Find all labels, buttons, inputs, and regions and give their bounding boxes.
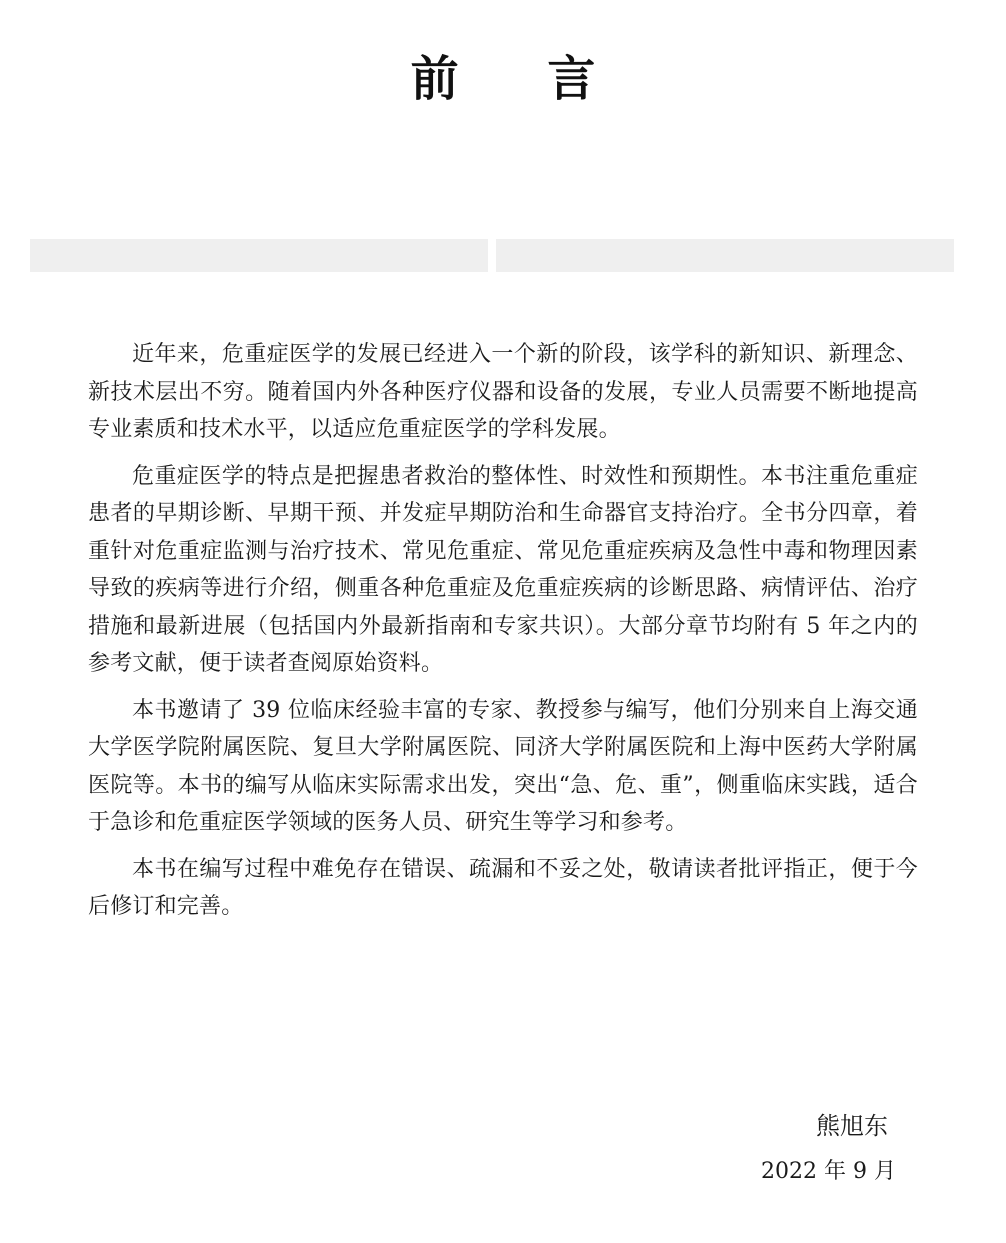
- page-title: 前 言: [410, 51, 632, 107]
- paragraph-1: 近年来，危重症医学的发展已经进入一个新的阶段，该学科的新知识、新理念、新技术层出不穷。随着国内外各种医疗仪器和设备的发展，专业人员需要不断地提高专业素质和技术水平，以适应危重症医学的学科发展。: [88, 342, 918, 442]
- preface-body: [88, 336, 918, 935]
- decorative-band-left: [30, 239, 488, 272]
- decorative-band: [30, 239, 954, 272]
- author-signature: 熊旭东: [816, 1112, 888, 1140]
- signature-date: 2022 年 9 月: [761, 1159, 896, 1184]
- decorative-band-right: [496, 239, 954, 272]
- paragraph-2: 危重症医学的特点是把握患者救治的整体性、时效性和预期性。本书注重危重症患者的早期诊断、早期干预、并发症早期防治和生命器官支持治疗。全书分四章，着重针对危重症监测与治疗技术、常见危重症、常见危重症疾病及急性中毒和物理因素导致的疾病等进行介绍，侧重各种危重症及危重症疾病的诊断思路、病情评估、治疗措施和最新进展（包括国内外最新指南和专家共识）。大部分章节均附有 5 年之内的参考文献，便于读者查阅原始资料。: [88, 463, 918, 676]
- paragraph-3: 本书邀请了 39 位临床经验丰富的专家、教授参与编写，他们分别来自上海交通大学医学院附属医院、复旦大学附属医院、同济大学附属医院和上海中医药大学附属医院等。本书的编写从临床实际需求出发，突出“急、危、重”，侧重临床实践，适合于急诊和危重症医学领域的医务人员、研究生等学习和参考。: [88, 697, 918, 835]
- paragraph-4: 本书在编写过程中难免存在错误、疏漏和不妥之处，敬请读者批评指正，便于今后修订和完善。: [88, 856, 918, 919]
